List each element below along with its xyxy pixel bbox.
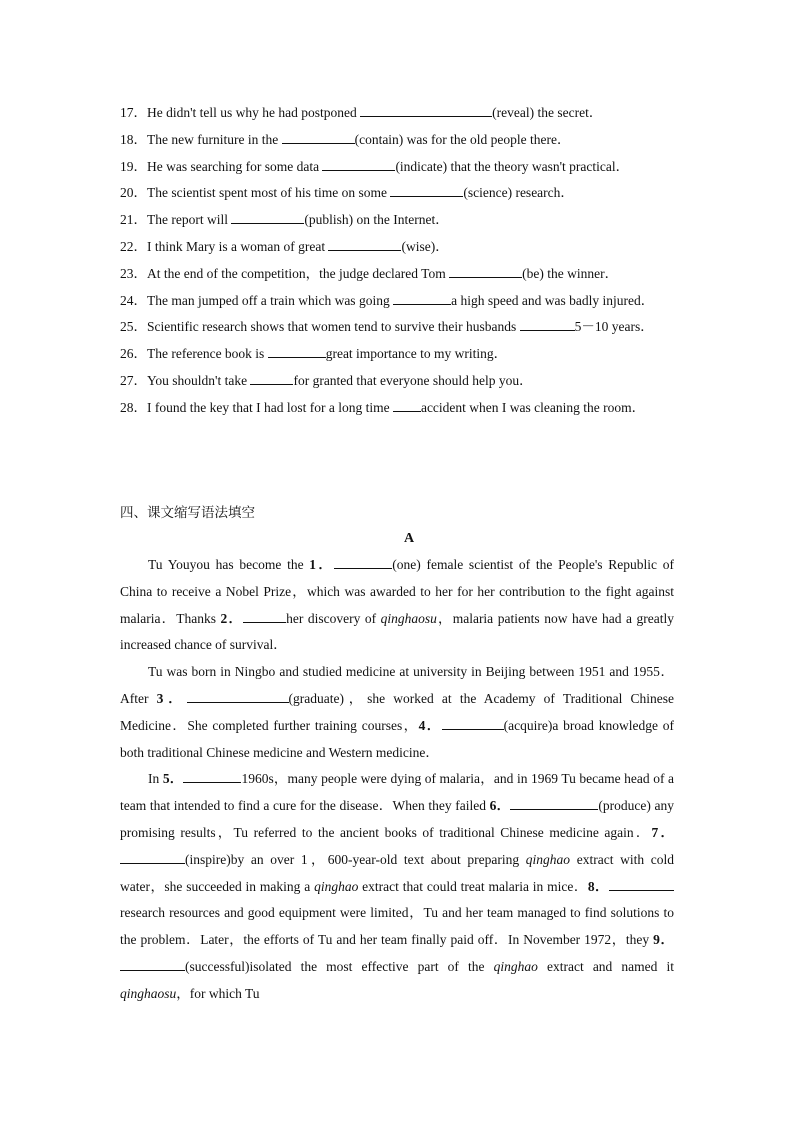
answer-blank[interactable] xyxy=(183,768,241,783)
section-title: 四、课文缩写语法填空 xyxy=(120,505,255,521)
exercise-text: 5－10 years． xyxy=(574,319,654,335)
exercise-text: He didn't tell us why he had postponed xyxy=(147,105,361,120)
passage-text: extract with cold water，she succeeded in making a xyxy=(120,851,674,894)
blank-number: 7． xyxy=(651,824,674,840)
answer-blank[interactable] xyxy=(520,316,575,331)
blank-number: 4． xyxy=(418,717,442,733)
passage-text: extract that could treat malaria in mice． xyxy=(358,878,588,894)
exercise-number: 22． xyxy=(120,238,147,254)
exercise-20 xyxy=(93,180,673,207)
exercise-text: The man jumped off a train which was going xyxy=(147,292,394,308)
exercise-18 xyxy=(93,127,673,154)
exercise-number: 28． xyxy=(120,399,147,415)
passage-paragraph-3 xyxy=(120,766,674,1007)
exercise-text: accident when I was cleaning the room． xyxy=(420,399,646,415)
passage-text: Tu Youyou has become the xyxy=(148,557,310,572)
passage-paragraph-2 xyxy=(120,659,674,766)
passage-paragraph-1 xyxy=(120,552,674,659)
passage-text: In xyxy=(148,771,163,787)
exercise-22 xyxy=(93,234,673,261)
answer-blank[interactable] xyxy=(250,370,293,385)
exercise-list xyxy=(93,100,673,422)
exercise-27 xyxy=(93,368,673,395)
passage-text: (produce) any promising results，Tu referred to the ancient books of traditional Chinese medicine again． xyxy=(120,798,675,840)
exercise-text: (reveal) the secret． xyxy=(492,105,603,120)
answer-blank[interactable] xyxy=(442,715,504,730)
blank-number: 9． xyxy=(653,932,674,948)
exercise-24 xyxy=(93,288,673,315)
exercise-number: 19． xyxy=(120,158,147,174)
passage-text: ，malaria patients now have had a greatly increased chance of survival． xyxy=(120,610,675,653)
exercise-number: 27． xyxy=(120,372,147,388)
exercise-text: I found the key that I had lost for a long time xyxy=(147,399,393,415)
exercise-number: 17． xyxy=(120,105,147,120)
exercise-text: great importance to my writing． xyxy=(325,346,508,362)
exercise-text: (contain) was for the old people there． xyxy=(354,131,571,147)
italic-term: qinghao xyxy=(314,878,359,894)
passage-text: (graduate)，she worked at the Academy of Traditional Chinese Medicine．She completed further training courses， xyxy=(120,690,675,733)
exercise-text: The report will xyxy=(147,212,232,228)
answer-blank[interactable] xyxy=(282,129,355,144)
answer-blank[interactable] xyxy=(609,876,674,891)
exercise-text: (be) the winner． xyxy=(522,265,619,281)
exercise-text: for granted that everyone should help you． xyxy=(293,372,533,388)
answer-blank[interactable] xyxy=(449,263,522,278)
answer-blank[interactable] xyxy=(510,795,598,810)
passage-text: (one) female scientist of the People's Republic of China to receive a Nobel Prize，which was awarded to her for her contribution to the fight against malaria．Thanks xyxy=(120,557,674,626)
exercise-number: 26． xyxy=(120,346,147,362)
passage-text: ，for which Tu xyxy=(176,985,260,1001)
exercise-text: The new furniture in the xyxy=(147,131,282,147)
exercise-19 xyxy=(93,154,673,181)
answer-blank[interactable] xyxy=(322,156,395,171)
passage-label: A xyxy=(404,531,415,546)
exercise-text: I think Mary is a woman of great xyxy=(147,238,329,254)
blank-number: 2． xyxy=(220,610,244,626)
exercise-number: 21． xyxy=(120,212,147,228)
italic-term: qinghao xyxy=(525,851,571,867)
exercise-28 xyxy=(93,395,673,422)
answer-blank[interactable] xyxy=(393,397,421,412)
exercise-text: The scientist spent most of his time on some xyxy=(147,185,391,201)
blank-number: 6． xyxy=(489,798,511,814)
passage-text: Tu was born in Ningbo and studied medicine at university in Beijing between 1951 and 1955．After xyxy=(120,664,674,706)
exercise-number: 25． xyxy=(120,319,147,335)
blank-number: 5． xyxy=(162,771,184,787)
passage-text: (acquire)a broad knowledge of both traditional Chinese medicine and Western medicine． xyxy=(120,717,674,760)
answer-blank[interactable] xyxy=(187,688,289,703)
passage-text: (inspire)by an over 1，600-year-old text about preparing xyxy=(185,851,526,867)
answer-blank[interactable] xyxy=(120,956,185,971)
passage-text: extract and named it xyxy=(537,958,675,974)
exercise-21 xyxy=(93,207,673,234)
italic-term: qinghaosu xyxy=(120,985,177,1001)
answer-blank[interactable] xyxy=(390,182,463,197)
exercise-text: You shouldn't take xyxy=(147,372,251,388)
exercise-text: At the end of the competition，the judge declared Tom xyxy=(147,265,450,281)
exercise-text: (science) research． xyxy=(463,185,574,201)
italic-term: qinghaosu xyxy=(380,610,437,626)
exercise-text: Scientific research shows that women tend to survive their husbands xyxy=(147,319,520,335)
exercise-number: 24． xyxy=(120,292,147,308)
exercise-text: The reference book is xyxy=(147,346,268,362)
blank-number: 1． xyxy=(309,557,335,572)
exercise-text: a high speed and was badly injured． xyxy=(451,292,655,308)
passage-text: 1960s，many people were dying of malaria，and in 1969 Tu became head of a team that intended to find a cure for the disease．When they failed xyxy=(120,771,675,814)
answer-blank[interactable] xyxy=(268,343,326,358)
exercise-text: He was searching for some data xyxy=(147,158,323,174)
exercise-text: (indicate) that the theory wasn't practical． xyxy=(395,158,630,174)
passage-text: research resources and good equipment were limited，Tu and her team managed to find solutions to the problem．Later，the efforts of Tu and her team finally paid off．In November 1972，they xyxy=(120,905,674,948)
answer-blank[interactable] xyxy=(243,608,286,623)
exercise-26 xyxy=(93,341,673,368)
italic-term: qinghao xyxy=(493,958,538,974)
exercise-number: 20． xyxy=(120,185,147,201)
exercise-25 xyxy=(93,314,673,341)
exercise-23 xyxy=(93,261,673,288)
answer-blank[interactable] xyxy=(334,554,392,569)
blank-number: 8． xyxy=(587,878,610,894)
passage-text: her discovery of xyxy=(286,610,381,626)
answer-blank[interactable] xyxy=(328,236,401,251)
exercise-text: (publish) on the Internet． xyxy=(304,212,449,228)
exercise-17 xyxy=(93,100,673,127)
exercise-text: (wise)． xyxy=(401,238,449,254)
answer-blank[interactable] xyxy=(360,102,492,117)
blank-number: 3． xyxy=(156,690,187,706)
passage-text: (successful)isolated the most effective part of the xyxy=(185,958,494,974)
exercise-number: 23． xyxy=(120,265,147,281)
exercise-number: 18． xyxy=(120,131,147,147)
answer-blank[interactable] xyxy=(120,849,185,864)
answer-blank[interactable] xyxy=(231,209,304,224)
answer-blank[interactable] xyxy=(393,290,451,305)
passage-body xyxy=(120,552,674,1008)
